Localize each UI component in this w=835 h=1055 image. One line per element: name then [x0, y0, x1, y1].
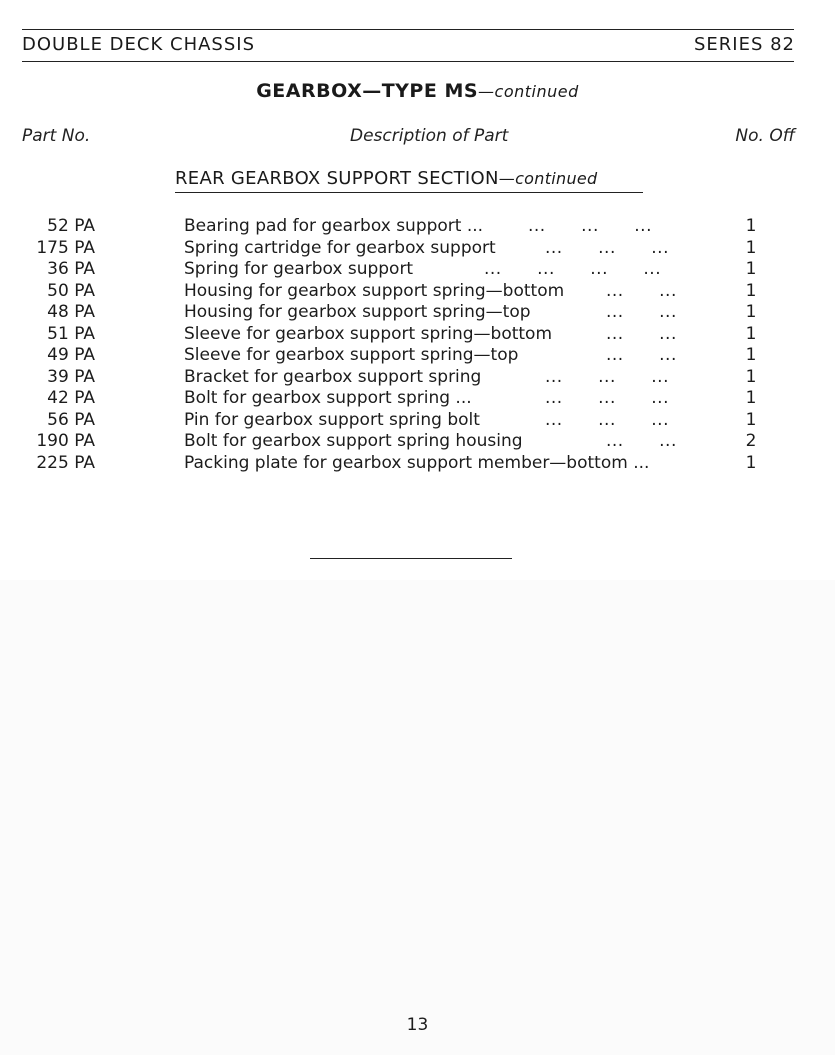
part-quantity: 1 — [745, 409, 757, 430]
column-header-no-off: No. Off — [735, 126, 795, 146]
part-description: Housing for gearbox support spring—top — [184, 302, 531, 322]
part-number: 52 PA — [47, 216, 95, 236]
part-row — [0, 324, 835, 346]
part-row — [0, 216, 835, 238]
part-row — [0, 281, 835, 303]
header-bottom-rule — [22, 61, 794, 62]
part-description: Spring for gearbox support — [184, 259, 414, 279]
part-quantity: 1 — [745, 216, 757, 236]
part-number: 48 PA — [47, 302, 95, 322]
part-description: Sleeve for gearbox support spring—bottom — [184, 323, 553, 344]
part-description: Bolt for gearbox support spring housing — [184, 431, 523, 451]
leader-dots: ... ... — [606, 323, 677, 344]
leader-dots: ... ... ... — [545, 237, 669, 258]
part-quantity: 1 — [745, 452, 757, 473]
part-quantity: 1 — [745, 302, 757, 322]
leader-dots: ... ... ... — [545, 409, 669, 430]
leader-dots: ... ... — [606, 302, 677, 322]
part-number: 36 PA — [47, 259, 95, 279]
part-quantity: 1 — [745, 366, 757, 387]
part-number: 190 PA — [36, 431, 95, 451]
part-row — [0, 259, 835, 281]
page-title-continued: —continued — [478, 82, 579, 101]
part-number: 39 PA — [47, 366, 95, 387]
leader-dots: ... ... ... — [545, 366, 669, 387]
end-of-list-rule — [310, 558, 512, 559]
paper-shade — [0, 580, 835, 1055]
part-quantity: 1 — [745, 237, 757, 258]
leader-dots: ... ... ... — [528, 216, 652, 236]
part-number: 42 PA — [47, 388, 95, 408]
part-row — [0, 302, 835, 324]
part-description: Housing for gearbox support spring—bottom — [184, 280, 565, 301]
leader-dots: ... ... — [606, 345, 677, 365]
part-number: 225 PA — [36, 452, 95, 473]
part-quantity: 1 — [745, 388, 757, 408]
section-underline — [175, 192, 643, 193]
part-description: Bracket for gearbox support spring — [184, 366, 482, 387]
part-description: Pin for gearbox support spring bolt — [184, 409, 480, 430]
part-quantity: 2 — [745, 431, 757, 451]
part-row — [0, 388, 835, 410]
part-description: Bearing pad for gearbox support ... — [184, 216, 484, 236]
column-header-part-no: Part No. — [22, 126, 91, 146]
section-heading — [175, 168, 598, 189]
part-row — [0, 238, 835, 260]
section-heading-name: REAR GEARBOX SUPPORT SECTION — [175, 168, 499, 189]
header-series: SERIES 82 — [693, 34, 795, 55]
page-number: 13 — [406, 1015, 429, 1035]
part-row — [0, 453, 835, 475]
part-quantity: 1 — [745, 259, 757, 279]
part-description: Packing plate for gearbox support member—bottom ... — [184, 452, 650, 473]
section-heading-continued: —continued — [498, 169, 598, 188]
part-description: Bolt for gearbox support spring ... — [184, 388, 472, 408]
leader-dots: ... ... ... ... — [484, 259, 662, 279]
part-row — [0, 345, 835, 367]
column-header-description: Description of Part — [350, 126, 509, 146]
leader-dots: ... ... — [606, 280, 677, 301]
leader-dots: ... ... — [606, 431, 677, 451]
part-row — [0, 367, 835, 389]
part-number: 50 PA — [47, 280, 95, 301]
part-quantity: 1 — [745, 345, 757, 365]
page-title-main: GEARBOX—TYPE MS — [256, 80, 479, 102]
part-quantity: 1 — [745, 280, 757, 301]
header-title: DOUBLE DECK CHASSIS — [22, 34, 256, 55]
leader-dots: ... ... ... — [545, 388, 669, 408]
part-number: 56 PA — [47, 409, 95, 430]
part-quantity: 1 — [745, 323, 757, 344]
part-number: 51 PA — [47, 323, 95, 344]
part-number: 49 PA — [47, 345, 95, 365]
part-row — [0, 431, 835, 453]
part-description: Sleeve for gearbox support spring—top — [184, 345, 519, 365]
page-title — [0, 80, 835, 102]
header-top-rule — [22, 29, 794, 30]
part-description: Spring cartridge for gearbox support — [184, 237, 496, 258]
parts-list — [0, 216, 835, 474]
part-row — [0, 410, 835, 432]
part-number: 175 PA — [36, 237, 95, 258]
